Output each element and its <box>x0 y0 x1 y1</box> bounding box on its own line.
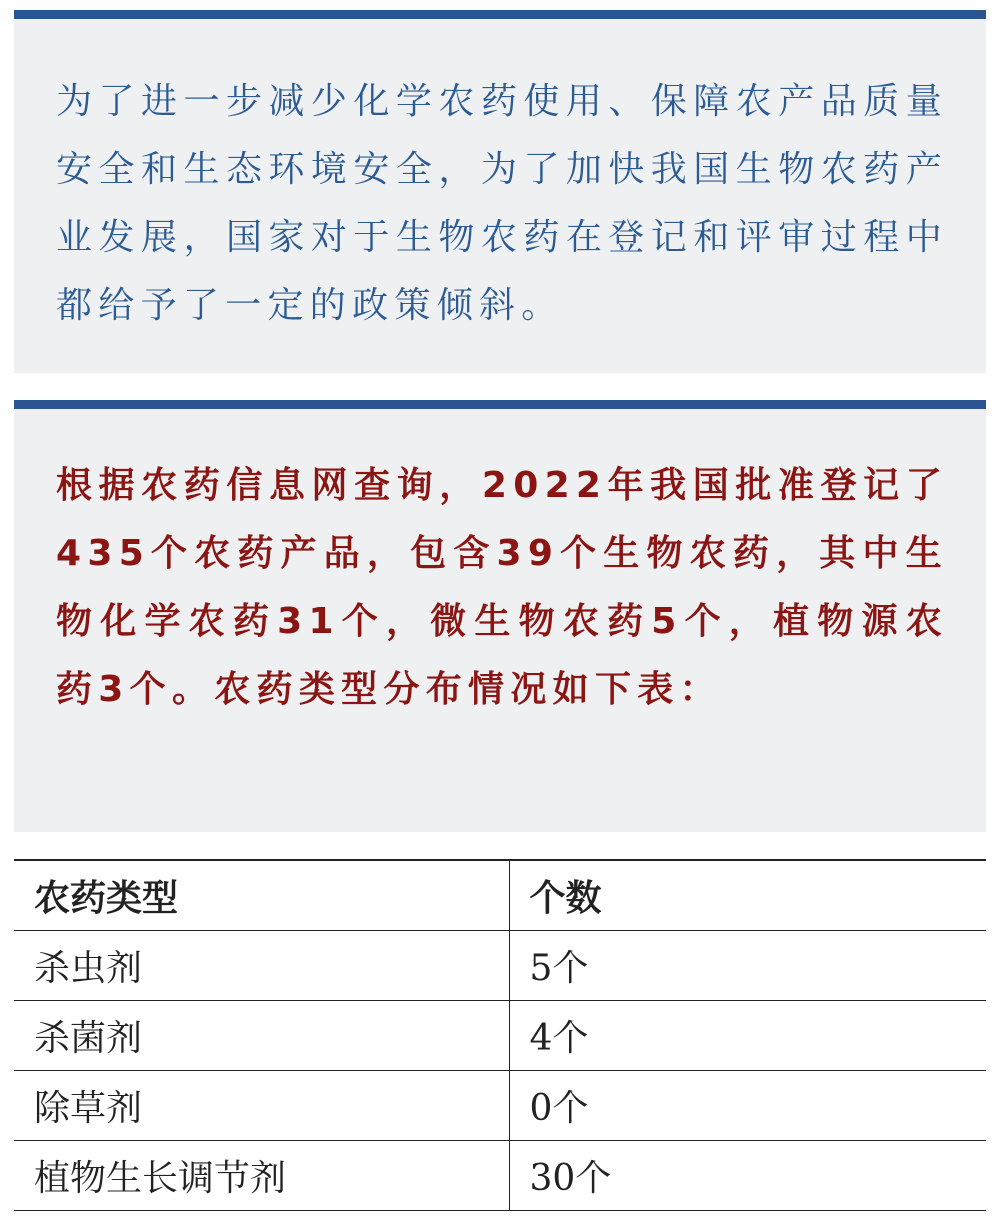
cell-type: 除草剂 <box>14 1070 509 1140</box>
table-header-row <box>14 860 986 930</box>
cell-count: 0个 <box>509 1070 986 1140</box>
table-row <box>14 1070 986 1140</box>
header-type: 农药类型 <box>14 860 509 930</box>
table-row <box>14 1140 986 1210</box>
table-row <box>14 1000 986 1070</box>
cell-type: 杀菌剂 <box>14 1000 509 1070</box>
cell-count: 4个 <box>509 1000 986 1070</box>
pesticide-type-table <box>14 859 986 1211</box>
table-row <box>14 930 986 1000</box>
highlight-panel <box>14 400 986 832</box>
cell-count: 5个 <box>509 930 986 1000</box>
intro-panel <box>14 10 986 373</box>
highlight-paragraph: 根据农药信息网查询，2022年我国批准登记了435个农药产品，包含39个生物农药，其中生物化学农药31个，微生物农药5个，植物源农药3个。农药类型分布情况如下表： <box>56 465 948 710</box>
cell-type: 杀虫剂 <box>14 930 509 1000</box>
intro-accent-bar <box>14 10 986 19</box>
cell-type: 植物生长调节剂 <box>14 1140 509 1210</box>
header-count: 个数 <box>509 860 986 930</box>
intro-paragraph: 为了进一步减少化学农药使用、保障农产品质量安全和生态环境安全，为了加快我国生物农药产业发展，国家对于生物农药在登记和评审过程中都给予了一定的政策倾斜。 <box>56 81 948 326</box>
cell-count: 30个 <box>509 1140 986 1210</box>
highlight-accent-bar <box>14 400 986 409</box>
